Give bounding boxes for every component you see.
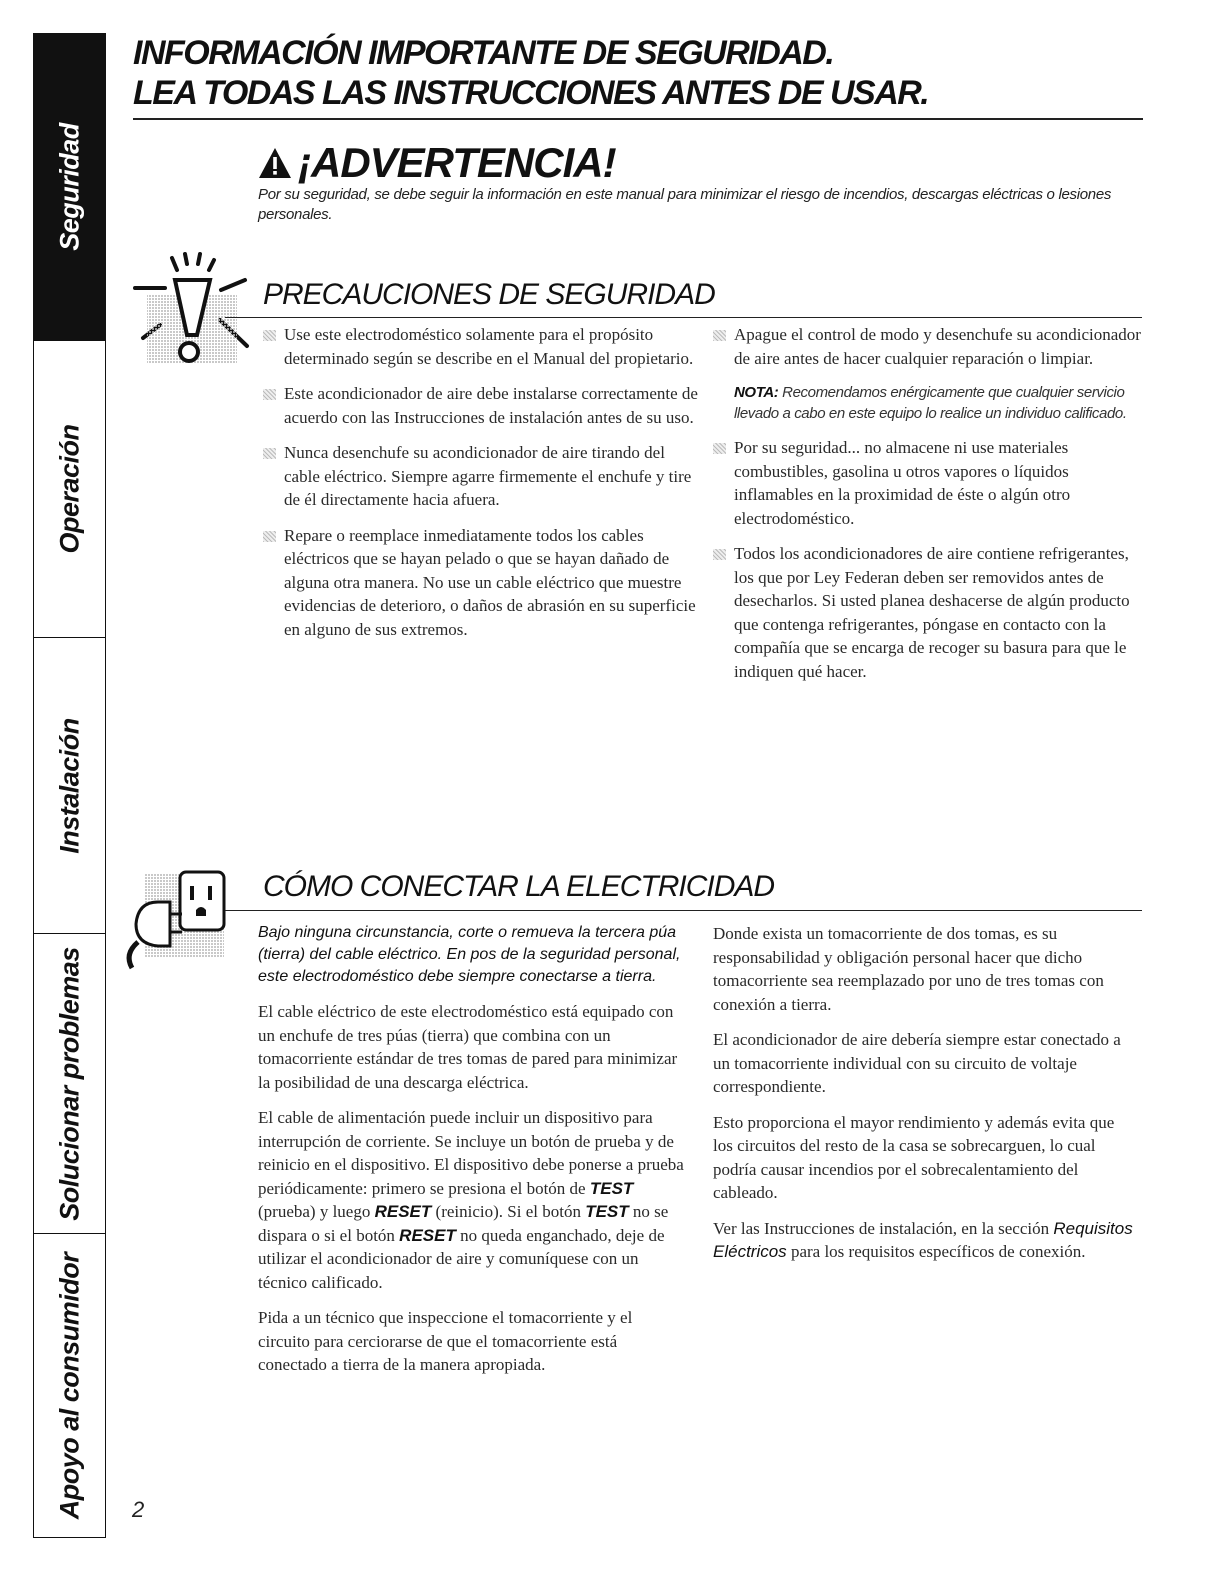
tab-instalacion[interactable]: Instalación — [34, 638, 105, 934]
requisitos-electricos-reference: Requisitos Eléctricos — [713, 1218, 1133, 1261]
nota-text: NOTA: Recomendamos enérgicamente que cualquier servicio llevado a cabo en este equipo lo realice un individuo calificado. — [734, 384, 1127, 422]
warning-text: Por su seguridad, se debe seguir la información en este manual para minimizar el riesgo de incendios, descargas eléctricas o lesiones personales. — [258, 186, 1112, 223]
bullet-icon — [713, 443, 726, 454]
bullet-icon — [713, 330, 726, 341]
tab-seguridad[interactable]: Seguridad — [34, 34, 105, 341]
paragraph: El cable eléctrico de este electrodoméstico está equipado con un enchufe de tres púas (tierra) que combina con un tomacorriente estándar de tres tomas de pared para minimizar la posibilidad de una descarga eléctrica. — [258, 1002, 678, 1092]
list-item: Todos los acondicionadores de aire contiene refrigerantes, los que por Ley Federan deben ser removidos antes de desecharlos. Si usted planea deshacerse de algún producto que contenga refrigerantes, póngase en contacto con la compañía que se encarga de recoger su basura para que le indiquen qué hacer. — [708, 542, 1143, 683]
paragraph: Ver las Instrucciones de instalación, en la sección Requisitos Eléctricos para los requisitos específicos de conexión. — [713, 1218, 1133, 1261]
bullet-icon — [263, 448, 276, 459]
paragraph: Pida a un técnico que inspeccione el tomacorriente y el circuito para cerciorarse de que el tomacorriente está conectado a tierra de la manera apropiada. — [258, 1308, 633, 1374]
warning-triangle-icon — [258, 147, 292, 179]
precauciones-left-column — [258, 323, 698, 653]
bullet-icon — [263, 531, 276, 542]
headline-line-1: INFORMACIÓN IMPORTANTE DE SEGURIDAD. — [133, 34, 834, 72]
bullet-icon — [263, 330, 276, 341]
reset-keyword: RESET — [374, 1202, 432, 1221]
tab-solucionar-problemas[interactable]: Solucionar problemas — [34, 934, 105, 1234]
list-item: Nunca desenchufe su acondicionador de aire tirando del cable eléctrico. Siempre agarre firmemente el enchufe y tire de él directamente hacia afuera. — [258, 441, 698, 512]
tab-apoyo-al-consumidor[interactable]: Apoyo al consumidor — [54, 1252, 84, 1519]
plug-outlet-icon — [118, 862, 230, 970]
paragraph: Donde exista un tomacorriente de dos tomas, es su responsabilidad y obligación personal hacer que dicho tomacorriente sea reemplazado por uno de tres tomas con conexión a tierra. — [713, 924, 1104, 1014]
paragraph-test-reset: El cable de alimentación puede incluir un dispositivo para interrupción de corriente. Se incluye un botón de prueba y de reinicio en el dispositivo. El dispositivo debe ponerse a prueba periódicamente: primero se presiona el botón de TEST (prueba) y luego RESET (reinicio). Si el botón TEST no se dispara o si el botón RESET no queda enganchado, deje de utilizar el acondicionador de aire y comuníquese con un técnico calificado. — [258, 1108, 684, 1292]
warning-title: ¡ADVERTENCIA! — [258, 140, 616, 186]
warning-exclamation-icon — [125, 250, 265, 370]
section-rule — [225, 317, 1142, 318]
section-title-precauciones: PRECAUCIONES DE SEGURIDAD — [263, 278, 715, 311]
test-keyword: TEST — [585, 1202, 629, 1221]
bullet-icon — [263, 389, 276, 400]
list-item: Por su seguridad... no almacene ni use materiales combustibles, gasolina u otros vapores o líquidos inflamables en la proximidad de éste o algún otro electrodoméstico. — [708, 436, 1143, 530]
tab-operacion[interactable]: Operación — [34, 341, 105, 638]
list-item: Use este electrodoméstico solamente para el propósito determinado según se describe en el Manual del propietario. — [258, 323, 698, 370]
section-tab-bar — [33, 33, 106, 1538]
grounding-warning-lead: Bajo ninguna circunstancia, corte o remueva la tercera púa (tierra) del cable eléctrico. En pos de la seguridad personal, este electrodoméstico debe siempre conectarse a tierra. — [258, 924, 681, 985]
precauciones-right-column — [708, 323, 1143, 695]
electricidad-left-column — [258, 922, 688, 1389]
page-header — [133, 33, 1143, 120]
electricidad-right-column — [713, 922, 1138, 1276]
headline-line-2: LEA TODAS LAS INSTRUCCIONES ANTES DE USAR. — [133, 74, 929, 112]
list-item: Este acondicionador de aire debe instalarse correctamente de acuerdo con las Instrucciones de instalación antes de su uso. — [258, 382, 698, 429]
list-item: Apague el control de modo y desenchufe su acondicionador de aire antes de hacer cualquier reparación o limpiar. — [708, 323, 1143, 370]
section-rule — [225, 910, 1142, 911]
section-title-electricidad: CÓMO CONECTAR LA ELECTRICIDAD — [263, 870, 775, 903]
page-number: 2 — [132, 1497, 145, 1522]
reset-keyword: RESET — [399, 1225, 456, 1245]
paragraph: El acondicionador de aire debería siempre estar conectado a un tomacorriente individual con su circuito de voltaje correspondiente. — [713, 1030, 1121, 1096]
bullet-icon — [713, 549, 726, 560]
list-item: Repare o reemplace inmediatamente todos los cables eléctricos que se hayan pelado o que se hayan dañado de alguna otra manera. No use un cable eléctrico que muestre evidencias de deterioro, o daños de abrasión en su superficie en alguno de sus extremos. — [258, 524, 698, 642]
paragraph: Esto proporciona el mayor rendimiento y además evita que los circuitos del resto de la casa se sobrecarguen, lo cual podría causar incendios por el sobrecalentamiento del cableado. — [713, 1112, 1115, 1202]
test-keyword: TEST — [589, 1178, 634, 1198]
